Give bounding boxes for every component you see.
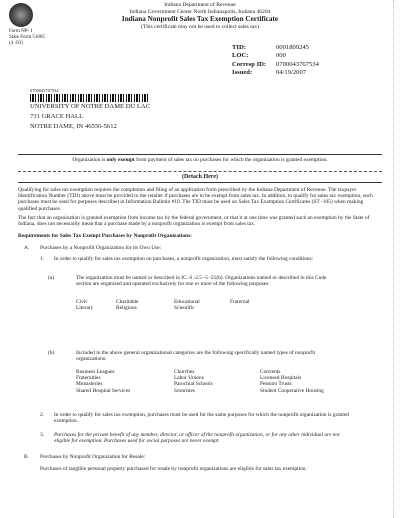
dept-name: Indiana Department of Revenue [164, 2, 236, 8]
org-type-item: Churches [174, 369, 195, 375]
divider [18, 182, 382, 183]
intro-paragraph-1: Qualifying for sales tax exemption requires the completion and filing of an application form prescribed by the Indiana Department of Revenue. The taxpayer Identification Number (TID) above must be provided to the retailer if purchases are to be exempt from sales tax. In addition, to qualify for sales tax exemption, such purchases must be used for purposes described in Information Bulletin #10. The TID must be used on Sales Tax Exemption Certificates (ST -105) when making qualified purchases. [18, 187, 373, 212]
org-type-item: Convents [260, 369, 281, 375]
org-type-item: Labor Unions [174, 375, 204, 382]
section-b-label: B. [24, 454, 29, 460]
notice-post: from payment of sales tax on purchases for which the organization is granted exemption. [134, 157, 328, 163]
notice-emphasis: only exempt [106, 157, 135, 163]
intro-paragraph-2: The fact that an organization is granted exemption from income tax by the federal government, or that it at one time was granted such an exemption by the State of Indiana, does not necessarily mean that a purchase made by a nonprofit organization is exempt from sales tax. [18, 215, 370, 228]
purpose-list [76, 299, 336, 313]
issued-value: 04/19/2007 [276, 69, 307, 77]
section-b-title: Purchases by Nonprofit Organization for Resale: [40, 454, 146, 460]
loc-label: LOC: [232, 52, 249, 60]
section-a-title: Purchases by a Nonprofit Organization for its Own Use: [40, 245, 162, 251]
corresp-value: 0700043767534 [276, 60, 319, 68]
org-type-item: Monasteries [76, 381, 103, 388]
dept-address: Indiana Government Center North Indianapolis, Indiana 46204 [129, 8, 271, 15]
recipient-street: 731 GRACE HALL [30, 113, 84, 120]
item-a2-text: In order to qualify for sales tax exemption, purchases must be used for the same purposes for which the nonprofit organization is granted exemption. [54, 412, 349, 425]
corresp-label: Corresp ID: [232, 60, 267, 68]
loc-value: 000 [276, 52, 286, 60]
item-a1a-text: The organization must be named or described in IC. 6 -2.5 -5 -21(b). Organizations named or described in this Code section are organized and operated exclusively for one or more of the following purposes: [76, 275, 327, 288]
scan-edge [393, 0, 394, 518]
purpose-item: Civic [76, 299, 88, 305]
item-a1a-label: (a) [48, 275, 54, 281]
purpose-item: Educational [174, 299, 200, 305]
org-type-item: Shared Hospital Services [76, 387, 131, 394]
form-number: Form NP- 1 [9, 29, 33, 34]
barcode-number: 0700043767534 [30, 88, 59, 93]
org-type-item: Sororities [174, 387, 195, 394]
item-a3-text: Purchases for the private benefit of any member, director, or officer of the nonprofit organization, or for any other individual are not eligible for exemption. Purchases used for social purposes are never exempt. [54, 432, 340, 445]
form-revision: (4 -03) [9, 41, 23, 46]
section-a-label: A. [24, 245, 30, 251]
org-type-item: Business Leagues [76, 369, 115, 375]
purpose-item: Scientific [174, 305, 195, 312]
requirements-heading: Requirements for Sales Tax Exempt Purchases by Nonprofit Organizations: [18, 233, 192, 239]
org-type-item: Licensed Hospitals [260, 375, 302, 382]
org-type-item: Parochial Schools [174, 381, 213, 388]
purpose-item: Literary [76, 305, 94, 312]
org-type-item: Student Cooperative Housing [260, 387, 324, 394]
certificate-title: Indiana Nonprofit Sales Tax Exemption Certificate [121, 15, 279, 23]
org-type-item: Fraternities [76, 375, 101, 382]
item-a1-text: In order to qualify for sales tax exemption on purchases, a nonprofit organization, must satisfy the following conditions: [54, 256, 314, 262]
org-type-list [76, 369, 366, 395]
divider [18, 154, 382, 155]
item-a1b-text: Included in the above general organizational categories are the following specifically named types of nonprofit organizations: [76, 350, 316, 363]
recipient-name: UNIVERSITY OF NOTRE DAME DU LAC [30, 103, 151, 110]
detach-line [18, 171, 382, 172]
exemption-notice [18, 157, 382, 163]
recipient-city: NOTRE DAME, IN 46556-5612 [30, 123, 117, 130]
item-a1b-label: (b) [48, 350, 55, 356]
purpose-item: Charitable [116, 299, 139, 305]
notice-pre: Organization is [72, 157, 107, 163]
tid-label: TID: [232, 44, 246, 51]
issued-label: Issued: [232, 69, 253, 77]
tid-value: 0001809245 [276, 44, 309, 51]
org-type-item: Pension Trusts [260, 381, 292, 388]
item-a3-label: 3. [40, 432, 45, 438]
item-a2-label: 2. [40, 412, 45, 418]
id-block [232, 44, 319, 78]
purpose-item: Fraternal [230, 299, 250, 305]
detach-label: (Detach Here) [181, 174, 219, 180]
certificate-subtitle: (This certificate may not be used to collect sales tax) [141, 23, 259, 30]
item-a1-label: 1. [40, 256, 45, 262]
barcode-icon [30, 94, 150, 102]
state-form-number: State Form 51065 [9, 35, 45, 40]
section-b-body: Purchases of tangible personal property purchased for resale by nonprofit organizations are eligible for sales tax exemption. [40, 466, 307, 472]
purpose-item: Religious [116, 305, 137, 312]
